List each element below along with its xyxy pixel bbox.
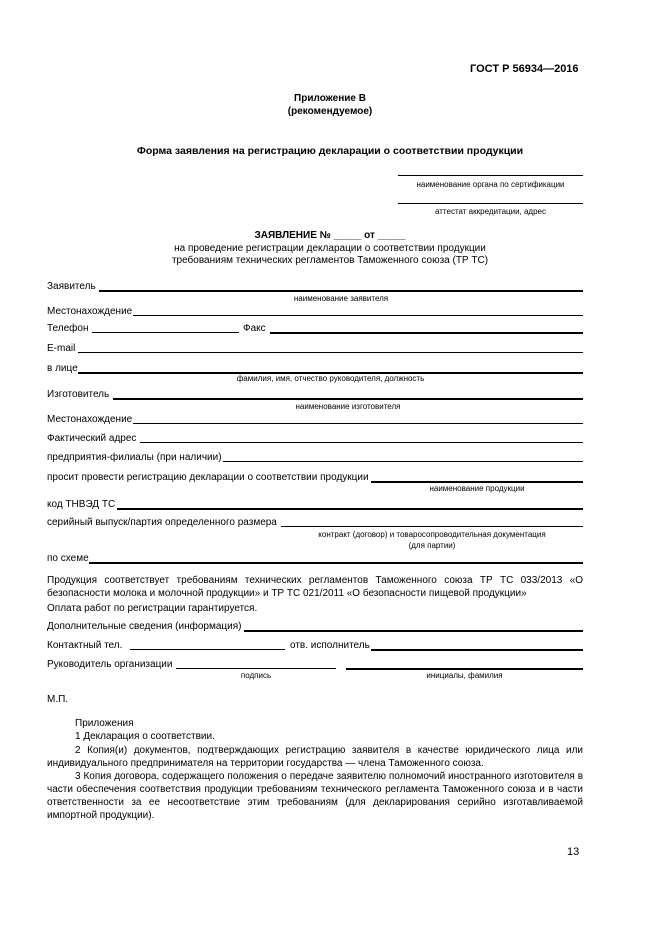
name-caption: инициалы, фамилия bbox=[426, 671, 503, 680]
scheme-line[interactable] bbox=[89, 562, 583, 564]
appendix-title: Приложение В bbox=[294, 93, 366, 104]
person-caption: фамилия, имя, отчество руководителя, должность bbox=[236, 374, 425, 383]
location-label: Местонахождение bbox=[47, 306, 133, 317]
applicant-caption: наименование заявителя bbox=[293, 294, 389, 303]
recipient-caption-2: аттестат аккредитации, адрес bbox=[434, 207, 546, 216]
compliance-text: Продукция соответствует требованиям технических регламентов Таможенного союза ТР ТС 033/2013 «О безопасности молока и молочной продукции» и ТР ТС 021/2011 «О безопасности пищевой продукции» bbox=[47, 575, 583, 599]
head-label: Руководитель организации bbox=[47, 659, 173, 670]
seal-label: М.П. bbox=[47, 694, 69, 705]
fax-label: Факс bbox=[243, 323, 266, 334]
fax-line[interactable] bbox=[270, 332, 583, 334]
serial-label: серийный выпуск/партия определенного размера bbox=[47, 517, 277, 528]
contract-caption-1: контракт (договор) и товаросопроводительная документация bbox=[318, 530, 546, 539]
statement-line-1: на проведение регистрации декларации о соответствии продукции bbox=[174, 243, 486, 254]
appendix-subtitle: (рекомендуемое) bbox=[287, 106, 373, 117]
person-label: в лице bbox=[47, 363, 78, 374]
location2-label: Местонахождение bbox=[47, 414, 133, 425]
tnved-label: код ТНВЭД ТС bbox=[47, 499, 116, 510]
actual-address-line[interactable] bbox=[140, 442, 583, 443]
serial-line[interactable] bbox=[281, 526, 583, 527]
location2-line[interactable] bbox=[133, 423, 583, 424]
contract-caption-2: (для партии) bbox=[408, 541, 456, 550]
scheme-label: по схеме bbox=[47, 553, 89, 564]
location-line[interactable] bbox=[133, 315, 583, 316]
branches-line[interactable] bbox=[223, 461, 583, 462]
applicant-label: Заявитель bbox=[47, 281, 96, 292]
form-title: Форма заявления на регистрацию декларации о соответствии продукции bbox=[136, 145, 524, 157]
manufacturer-label: Изготовитель bbox=[47, 389, 110, 400]
attachments-title: Приложения bbox=[75, 718, 134, 729]
phone-label: Телефон bbox=[47, 323, 89, 334]
executor-label: отв. исполнитель bbox=[290, 640, 370, 651]
manufacturer-line[interactable] bbox=[113, 398, 583, 400]
page-number: 13 bbox=[567, 846, 580, 858]
statement-line-2: требованиям технических регламентов Таможенного союза (ТР ТС) bbox=[171, 255, 489, 266]
executor-line[interactable] bbox=[371, 649, 583, 651]
attachment-item-1: 1 Декларация о соответствии. bbox=[75, 731, 215, 742]
product-caption: наименование продукции bbox=[429, 484, 525, 493]
standard-code: ГОСТ Р 56934—2016 bbox=[470, 63, 579, 75]
extra-info-label: Дополнительные сведения (информация) bbox=[47, 621, 242, 632]
payment-text: Оплата работ по регистрации гарантируется. bbox=[47, 603, 258, 614]
name-line[interactable] bbox=[346, 668, 583, 670]
recipient-line-1[interactable] bbox=[398, 175, 583, 176]
attachment-item-2: 2 Копия(и) документов, подтверждающих регистрацию заявителя в качестве юридического лица или индивидуального предпринимателя на территории государства — члена Таможенного союза. bbox=[47, 745, 583, 769]
product-line[interactable] bbox=[371, 481, 583, 483]
actual-address-label: Фактический адрес bbox=[47, 433, 137, 444]
email-line[interactable] bbox=[78, 352, 583, 353]
phone-line[interactable] bbox=[92, 332, 239, 333]
signature-line[interactable] bbox=[176, 668, 336, 669]
attachment-item-3: 3 Копия договора, содержащего положения о передаче заявителю полномочий иностранного изготовителя в части обеспечения соответствия продукции требованиям технического регламента Таможенного союза и в части ответственности за ее несоответствие этим требованиям (для декларирования серийно изготавливаемой импортной продукции). bbox=[47, 771, 583, 821]
applicant-line[interactable] bbox=[99, 290, 583, 292]
recipient-caption-1: наименование органа по сертификации bbox=[416, 180, 565, 189]
extra-info-line[interactable] bbox=[244, 630, 583, 632]
signature-caption: подпись bbox=[240, 671, 272, 680]
tnved-line[interactable] bbox=[117, 508, 583, 510]
request-label: просит провести регистрацию декларации о соответствии продукции bbox=[47, 472, 369, 483]
recipient-line-2[interactable] bbox=[398, 203, 583, 204]
email-label: E-mail bbox=[47, 343, 76, 354]
statement-heading: ЗАЯВЛЕНИЕ № _____ от _____ bbox=[254, 230, 406, 241]
contact-phone-label: Контактный тел. bbox=[47, 640, 123, 651]
contact-phone-line[interactable] bbox=[130, 649, 285, 650]
branches-label: предприятия-филиалы (при наличии) bbox=[47, 452, 222, 463]
manufacturer-caption: наименование изготовителя bbox=[295, 402, 401, 411]
